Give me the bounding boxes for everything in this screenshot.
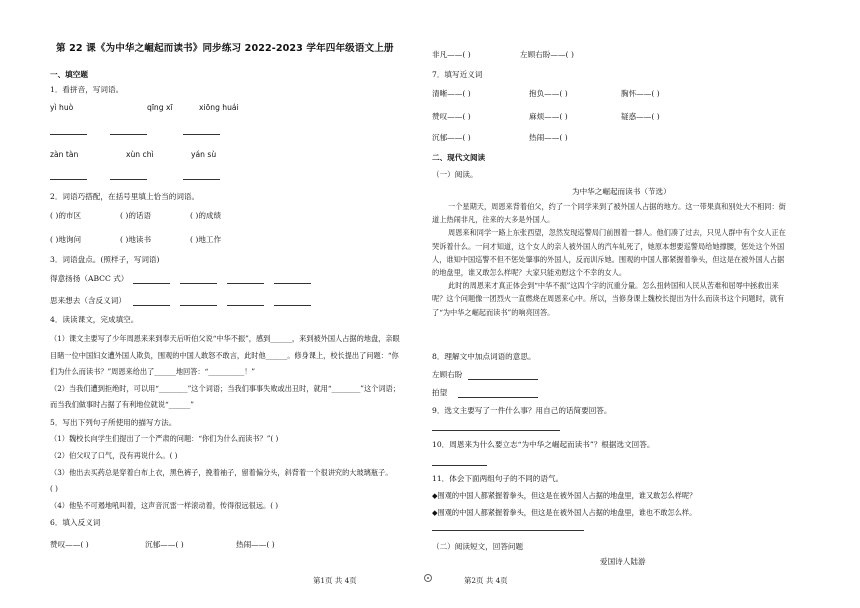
pinyin: xùn chì <box>126 150 154 159</box>
synonym-item: 疑惑——( ) <box>621 112 660 121</box>
passage-line: 周恩来和同学一路上东张西望，忽然发现巡警局门前围着一群人。他们凑了过去，只见人群中有个女人正在 <box>448 228 786 238</box>
passage-line: 此时的周恩来才真正体会到“中华不振”这四个字的沉重分量。怎么扭转国和人民从苦难和屈辱中拯救出来 <box>448 281 779 291</box>
question-4-text: 们为什么而读书？”周恩来给出了______地回答：“__________！” <box>50 367 256 376</box>
answer-line[interactable] <box>432 465 487 466</box>
word-a: 左顾右盼 <box>432 370 463 379</box>
answer-line[interactable] <box>180 283 217 284</box>
word-match: ( )地读书 <box>120 235 152 244</box>
question-4-text: 而当我们做事时占据了有利地位就说“______” <box>50 400 194 409</box>
question-8: 8．理解文中加点词语的意思。 <box>432 352 536 361</box>
antonym-item: 左顾右盼——( ) <box>520 50 574 59</box>
passage-line: 一个星期天，周恩来背着伯父，约了一个同学来到了被外国人占据的地方。这一带果真和别处大不相同：街 <box>448 202 786 211</box>
answer-line[interactable] <box>110 179 147 180</box>
answer-line[interactable] <box>227 305 264 306</box>
answer-line[interactable] <box>133 283 170 284</box>
question-5-item: （2）伯父叹了口气，没有再说什么。( ) <box>50 451 178 460</box>
answer-line[interactable] <box>468 379 538 380</box>
question-5-item: （1）魏校长向学生们提出了一个严肃的问题：“你们为什么而读书？”( ) <box>50 434 279 443</box>
word-match: ( )的话语 <box>120 211 152 220</box>
passage-line: 了“为中华之崛起而读书”的响亮回答。 <box>432 307 555 317</box>
pinyin: yán sù <box>191 150 217 159</box>
answer-line[interactable] <box>50 134 87 135</box>
answer-line[interactable] <box>432 430 560 431</box>
question-10: 10．周恩来为什么要立志“为中华之崛起而读书”？根据选文回答。 <box>432 440 655 449</box>
right-page <box>430 0 860 608</box>
word-match: ( )地工作 <box>190 235 222 244</box>
question-4-text: 目睹一位中国妇女遭外国人欺负，围观的中国人敢怒不敢言，此时他______。修身课上，校长提出了问题：“你 <box>50 351 399 360</box>
question-11: 11．体会下面两组句子的不同的语气。 <box>432 474 564 483</box>
antonym-item: 热闹——( ) <box>236 540 275 549</box>
question-5-item: （3）他出去买药总是穿着白布上衣，黑色裤子，挽着袖子，留着偏分头，斜背着一个很讲究的大玻璃瓶子。 <box>50 468 393 477</box>
passage2-title: 爱国诗人陆游 <box>600 557 646 566</box>
passage-line: 的地盘里，谁又敢怎么样呢？大家只能劝慰这个不幸的女人。 <box>432 268 627 278</box>
question-7: 7．填写近义词 <box>432 70 483 79</box>
synonym-item: 赞叹——( ) <box>432 112 471 121</box>
passage-line: 呢？这个问题像一团烈火一直燃烧在周恩来心中。所以，当修身课上魏校长提出为什么而读书这个问题时，就有 <box>432 294 785 304</box>
answer-line[interactable] <box>50 179 87 180</box>
question-2: 2．词语巧搭配，在括号里填上恰当的词语。 <box>50 192 200 201</box>
synonym-item: 抱负——( ) <box>529 89 568 98</box>
question-4-text: （2）当我们遭到拒绝时，可以用“________”这个词语；当我们事事失败或出丑时，就用“________”这个词语； <box>50 384 400 393</box>
word-match: ( )的成绩 <box>190 211 222 220</box>
page-number-right: 第2页 共 4页 <box>464 576 508 585</box>
synonym-item: 麻烦——( ) <box>529 112 568 121</box>
passage-text <box>432 200 786 319</box>
word-pattern-b: 思来想去（含反义词） <box>50 296 126 305</box>
word-pattern-a: 得意扬扬（ABCC 式） <box>50 274 129 283</box>
passage-line: 人，谁知中国巡警不但不惩处肇事的外国人，反而训斥她。围观的中国人都紧握着拳头，但这是在被外国人占据 <box>432 254 785 264</box>
answer-line[interactable] <box>274 305 311 306</box>
passage-line: 哭诉着什么。一问才知道，这个女人的亲人被外国人的汽车轧死了，她原本想要巡警局给她撑腰，惩处这个外国 <box>432 241 785 251</box>
section-reading: 二、现代文阅读 <box>432 153 486 162</box>
question-1: 1．看拼音，写词语。 <box>50 85 124 94</box>
sentence-2: ◆围观的中国人都紧握着拳头，但这是在被外国人占据的地盘里，谁也不敢怎么样。 <box>432 508 697 517</box>
question-5-item: （4）他坠不可遏地吼叫着，这声音沉雷一样滚动着，传得很远很远。( ) <box>50 501 279 510</box>
passage-line: 道上热闹非凡，往来的大多是外国人。 <box>432 215 555 225</box>
question-9: 9．选文主要写了一件什么事？用自己的话简要回答。 <box>432 406 612 415</box>
section-fill-blanks: 一、填空题 <box>50 70 88 79</box>
word-b: 拍望 <box>432 388 448 397</box>
question-4-text: （1）课文主要写了少年周恩来来到奉天后听伯父说“中华不振”，感到______，来到被外国人占据的地盘，亲眼 <box>50 334 400 343</box>
question-5-item: ( ) <box>50 484 58 493</box>
word-match: ( )地询问 <box>50 235 82 244</box>
passage-title: 为中华之崛起而读书（节选） <box>572 187 671 196</box>
question-4: 4．读读课文，完成填空。 <box>50 315 139 324</box>
answer-line[interactable] <box>432 530 584 531</box>
reading-part-1: （一）阅读。 <box>432 170 478 179</box>
word-match: ( )的市区 <box>50 211 82 220</box>
answer-line[interactable] <box>180 305 217 306</box>
antonym-item: 赞叹——( ) <box>50 540 89 549</box>
synonym-item: 热闹——( ) <box>529 133 568 142</box>
question-5: 5．写出下列句子所使用的描写方法。 <box>50 418 177 427</box>
pinyin: zàn tàn <box>50 150 79 159</box>
antonym-item: 沉郁——( ) <box>145 540 184 549</box>
pinyin: qīng xī <box>147 103 173 112</box>
synonym-item: 清晰——( ) <box>432 89 471 98</box>
answer-line[interactable] <box>227 283 264 284</box>
answer-line[interactable] <box>133 305 170 306</box>
pinyin: yì huò <box>50 103 74 112</box>
answer-line[interactable] <box>183 179 220 180</box>
synonym-item: 胸怀——( ) <box>621 89 660 98</box>
synonym-item: 沉郁——( ) <box>432 133 471 142</box>
reading-part-2: （二）阅读短文，回答问题 <box>432 542 524 551</box>
sentence-1: ◆围观的中国人都紧握着拳头，但这是在被外国人占据的地盘里，谁又敢怎么样呢？ <box>432 491 697 500</box>
question-3: 3．词语盘点。(照样子，写词语) <box>50 255 160 264</box>
page-number-left: 第1页 共 4页 <box>313 576 357 585</box>
question-6: 6．填入反义词 <box>50 518 101 527</box>
answer-line[interactable] <box>458 397 538 398</box>
pinyin: xiōng huái <box>199 103 239 112</box>
answer-line[interactable] <box>110 134 147 135</box>
worksheet-title: 第 22 课《为中华之崛起而读书》同步练习 2022-2023 学年四年级语文上册 <box>56 43 394 54</box>
answer-line[interactable] <box>274 283 311 284</box>
antonym-item: 非凡——( ) <box>432 50 471 59</box>
answer-line[interactable] <box>183 134 220 135</box>
